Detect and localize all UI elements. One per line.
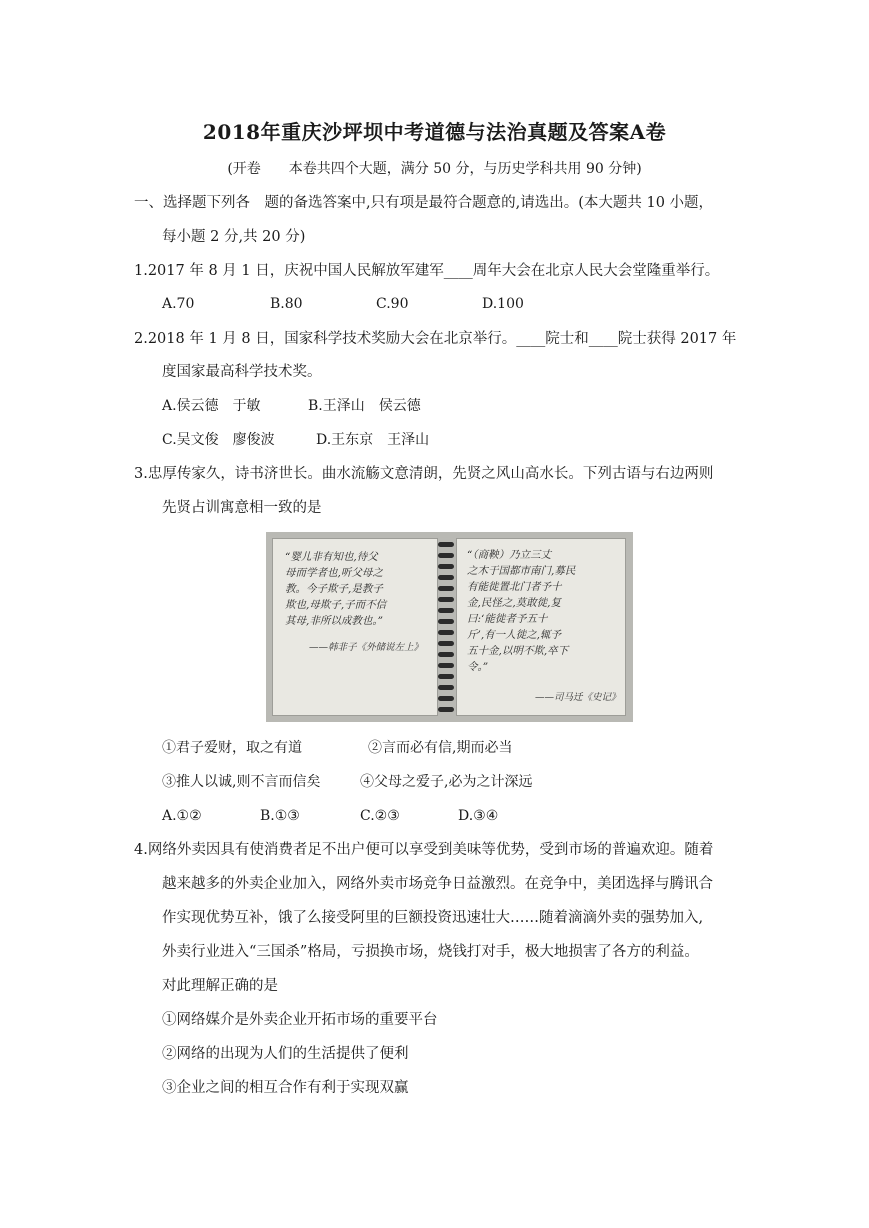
q3-choices-row2: [162, 772, 582, 792]
notebook-spiral: [438, 540, 454, 716]
q4-choice-2: ②网络的出现为人们的生活提供了便利: [162, 1046, 409, 1062]
right-text-line: “（商鞅）乃立三丈: [467, 549, 552, 561]
right-text-line: 有能徙置北门者予十: [467, 581, 562, 593]
right-text-line: 之木于国都市南门,募民: [467, 565, 576, 577]
q2-options-row1: [162, 396, 462, 416]
q4-choice-1: ①网络媒介是外卖企业开拓市场的重要平台: [162, 1012, 438, 1028]
q4-stem-cont: 外卖行业进入“三国杀”格局，亏损换市场，烧钱打对手，极大地损害了各方的利益。: [162, 944, 699, 960]
left-text-line: 欺也,母欺子,子而不信: [285, 599, 387, 611]
q3-choices-row1: [162, 738, 582, 758]
right-text-line: 令。”: [467, 661, 489, 673]
q1-option-d: D.100: [482, 296, 524, 312]
section1-instructions-cont: 每小题 2 分,共 20 分): [162, 229, 306, 245]
q2-option-d: D.王东京 王泽山: [316, 432, 430, 448]
left-source: ——韩非子《外储说左上》: [309, 642, 424, 653]
document-subtitle: (开卷 本卷共四个大题，满分 50 分，与历史学科共用 90 分钟): [227, 161, 642, 177]
left-text-line: 其母,非所以成教也。”: [285, 615, 383, 627]
notebook-right-page: [456, 538, 626, 716]
q3-choice-4: ④父母之爱子,必为之计深远: [360, 774, 533, 790]
notebook-left-page: [272, 538, 438, 716]
q3-options: [162, 806, 582, 826]
q2-options-row2: [162, 430, 462, 450]
q3-option-a: A.①②: [162, 808, 202, 824]
q1-stem: 1.2017 年 8 月 1 日，庆祝中国人民解放军建军____周年大会在北京人民大会堂隆重举行。: [134, 263, 720, 279]
q2-stem-cont: 度国家最高科学技术奖。: [162, 364, 322, 380]
right-text-line: 斤’,有一人徙之,辄予: [467, 629, 562, 641]
right-text-line: 五十金,以明不欺,卒下: [467, 645, 569, 657]
document-title: 2018年重庆沙坪坝中考道德与法治真题及答案A卷: [202, 120, 667, 144]
q3-option-b: B.①③: [260, 808, 300, 824]
right-text-line: 金,民怪之,莫敢徙,复: [467, 597, 562, 609]
right-source: ——司马迁《史记》: [535, 692, 621, 703]
q3-choice-3: ③推人以诚,则不言而信矣: [162, 774, 321, 790]
q1-options: [162, 294, 582, 314]
left-text-line: “婴儿非有知也,待父: [285, 551, 378, 563]
q2-option-c: C.吴文俊 廖俊波: [162, 432, 275, 448]
q4-stem-cont: 作实现优势互补，饿了么接受阿里的巨额投资迅速壮大……随着滴滴外卖的强势加入,: [162, 910, 704, 926]
q3-option-d: D.③④: [458, 808, 499, 824]
q3-choice-1: ①君子爱财，取之有道: [162, 740, 302, 756]
q4-choice-3: ③企业之间的相互合作有利于实现双赢: [162, 1080, 409, 1096]
left-text-line: 母而学者也,听父母之: [285, 567, 383, 579]
q2-option-b: B.王泽山 侯云德: [308, 398, 421, 414]
q1-option-b: B.80: [270, 296, 303, 312]
q2-option-a: A.侯云德 于敏: [162, 398, 261, 414]
q4-stem-cont: 对此理解正确的是: [162, 978, 278, 994]
q1-option-a: A.70: [162, 296, 195, 312]
q3-option-c: C.②③: [360, 808, 400, 824]
q3-choice-2: ②言而必有信,期而必当: [368, 740, 513, 756]
section1-instructions: 一、选择题下列各 题的备选答案中,只有项是最符合题意的,请选出。(本大题共 10 小题，: [134, 195, 714, 211]
q3-stem: 3.忠厚传家久，诗书济世长。曲水流觞文意清朗，先贤之风山高水长。下列古语与右边两则: [134, 466, 714, 482]
notebook-image: [266, 532, 633, 722]
q4-stem: 4.网络外卖因具有使消费者足不出户便可以享受到美味等优势，受到市场的普遍欢迎。随着: [134, 842, 714, 858]
q2-stem: 2.2018 年 1 月 8 日，国家科学技术奖励大会在北京举行。____院士和____院士获得 2017 年: [134, 331, 737, 347]
q4-stem-cont: 越来越多的外卖企业加入，网络外卖市场竞争日益激烈。在竞争中，美团选择与腾讯合: [162, 876, 713, 892]
q1-option-c: C.90: [376, 296, 409, 312]
right-text-line: 曰:‘能徙者予五十: [467, 613, 548, 625]
left-text-line: 教。今子欺子,是教子: [285, 583, 383, 595]
q3-stem-cont: 先贤占训寓意相一致的是: [162, 500, 322, 516]
